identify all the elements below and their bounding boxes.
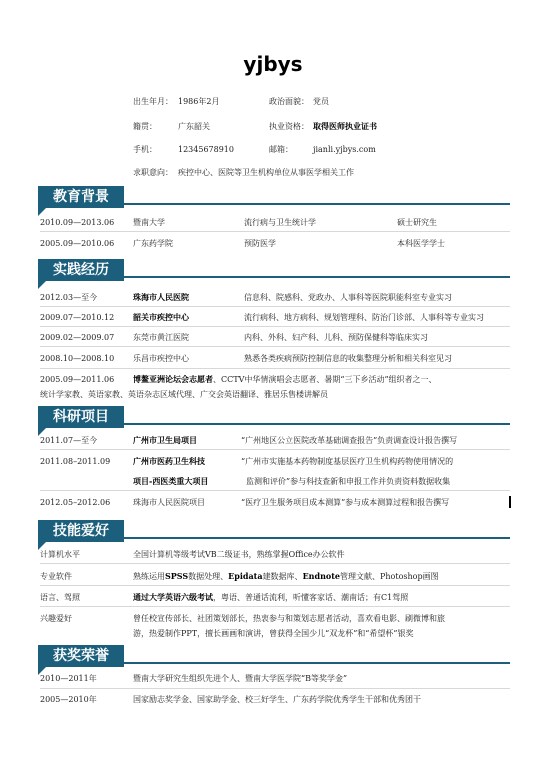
license-label: 执业资格： (269, 122, 309, 131)
skill-label: 专业软件 (40, 572, 72, 581)
birth-label: 出生年月： (133, 97, 173, 106)
research-org: 珠海市人民医院项目 (133, 498, 205, 507)
row-divider (40, 449, 510, 450)
award-desc: 暨南大学研究生组织先进个人、暨南大学医学院“B等奖学金” (133, 674, 348, 683)
volunteer-line-2: 统计学家教、英语家教、英语杂志区域代理、广交会英语翻译、雅居乐售楼讲解员 (40, 390, 328, 399)
row-divider (40, 585, 510, 586)
award-date: 2005—2010年 (40, 695, 97, 704)
practice-desc: 内科、外科、妇产科、儿科、预防保健科等临床实习 (244, 333, 428, 342)
practice-date: 2009.07—2010.12 (40, 313, 115, 322)
practice-org: 乐昌市疾控中心 (133, 354, 189, 363)
skill-desc-cont: 游，热爱制作PPT，擅长画画和演讲，曾获得全国少儿“双龙杯”和“希望杯”银奖 (133, 629, 414, 638)
skill-desc: 熟练运用SPSS数据处理、Epidata建数据库、Endnote管理文献、Photoshop画图 (133, 571, 439, 581)
objective-label: 求职意向： (133, 168, 173, 177)
skill-label: 语言、驾照 (40, 593, 80, 602)
skill-desc: 通过大学英语六级考试，粤语、普通话流利，听懂客家话、潮南话；有C1驾照 (133, 592, 409, 602)
objective-value: 疾控中心、医院等卫生机构单位从事医学相关工作 (178, 168, 354, 177)
section-title: 教育背景 (38, 186, 124, 208)
volunteer-line (133, 374, 437, 385)
row-divider (40, 306, 510, 307)
practice-desc: 流行病科、地方病科、规划管理科、防治门诊部、人事科等专业实习 (244, 313, 484, 322)
research-desc: “广州地区公立医院改革基础调查报告”负责调查设计报告撰写 (241, 436, 458, 445)
edu-school: 暨南大学 (133, 218, 165, 227)
skill-desc: 全国计算机等级考试VB二级证书，熟练掌握Office办公软件 (133, 550, 345, 559)
research-desc: “广州市实施基本药物制度基层医疗卫生机构药物使用情况的 (241, 457, 454, 466)
row-divider (40, 490, 510, 491)
practice-date: 2008.10—2008.10 (40, 354, 115, 363)
row-divider (40, 688, 510, 689)
row-divider (40, 346, 510, 347)
research-date: 2012.05–2012.06 (40, 498, 111, 507)
edu-degree: 硕士研究生 (397, 218, 437, 227)
practice-org: 韶关市疾控中心 (133, 312, 189, 322)
volunteer-highlight: 博鳌亚洲论坛会志愿者 (133, 374, 213, 384)
edu-date: 2010.09—2013.06 (40, 218, 115, 227)
edu-major: 预防医学 (244, 239, 276, 248)
email-label: 邮箱： (269, 145, 293, 154)
research-org-cont: 项目-西医类重大项目 (133, 476, 209, 486)
volunteer-date: 2005.09—2011.06 (40, 375, 115, 384)
section-title: 科研项目 (38, 406, 124, 428)
practice-date: 2012.03—至今 (40, 293, 98, 302)
birth-value: 1986年2月 (178, 97, 220, 106)
research-org: 广州市卫生局项目 (133, 435, 197, 445)
research-desc: “医疗卫生服务项目成本测算”参与成本测算过程和报告撰写 (241, 498, 450, 507)
research-date: 2011.08–2011.09 (40, 457, 111, 466)
text-cursor (509, 496, 511, 508)
politics-value: 党员 (313, 97, 329, 106)
award-desc: 国家励志奖学金、国家助学金、校三好学生、广东药学院优秀学生干部和优秀团干 (133, 695, 421, 704)
volunteer-rest: 、CCTV中华情演唱会志愿者、暑期“三下乡活动”组织者之一、 (213, 375, 437, 384)
section-fold-corner (38, 208, 46, 216)
section-fold-corner (38, 281, 46, 289)
research-date: 2011.07—至今 (40, 436, 98, 445)
phone-value: 12345678910 (178, 145, 234, 154)
edu-school: 广东药学院 (133, 239, 173, 248)
email-value[interactable]: jianli.yjbys.com (313, 145, 376, 154)
research-desc-cont: 监测和评价”参与科技查新和申报工作并负责资料数据收集 (246, 477, 451, 486)
practice-org: 东莞市黄江医院 (133, 333, 189, 342)
edu-date: 2005.09—2010.06 (40, 239, 115, 248)
row-divider (40, 231, 510, 232)
politics-label: 政治面貌： (269, 97, 309, 106)
edu-major: 流行病与卫生统计学 (244, 218, 316, 227)
section-title: 技能爱好 (38, 520, 124, 542)
hometown-value: 广东韶关 (178, 122, 210, 131)
award-date: 2010—2011年 (40, 674, 97, 683)
hometown-label: 籍贯： (133, 122, 157, 131)
candidate-name: yjbys (243, 52, 303, 76)
section-title: 实践经历 (38, 259, 124, 281)
row-divider (40, 368, 510, 369)
row-divider (40, 563, 510, 564)
phone-label: 手机： (133, 145, 157, 154)
practice-desc: 信息科、院感科、党政办、人事科等医院职能科室专业实习 (244, 293, 452, 302)
row-divider (40, 326, 510, 327)
row-divider (40, 606, 510, 607)
practice-desc: 熟悉各类疾病预防控制信息的收集整理分析和相关科室见习 (244, 354, 452, 363)
skill-label: 兴趣爱好 (40, 614, 72, 623)
practice-org: 珠海市人民医院 (133, 292, 189, 302)
license-value: 取得医师执业证书 (313, 121, 377, 131)
skill-label: 计算机水平 (40, 550, 80, 559)
skill-desc: 曾任校宣传部长、社团策划部长，热衷参与和策划志愿者活动，喜欢看电影、刷微博和旅 (133, 614, 445, 623)
section-title: 获奖荣誉 (38, 645, 124, 667)
research-org: 广州市医药卫生科技 (133, 456, 205, 466)
practice-date: 2009.02—2009.07 (40, 333, 115, 342)
edu-degree: 本科医学学士 (397, 239, 445, 248)
